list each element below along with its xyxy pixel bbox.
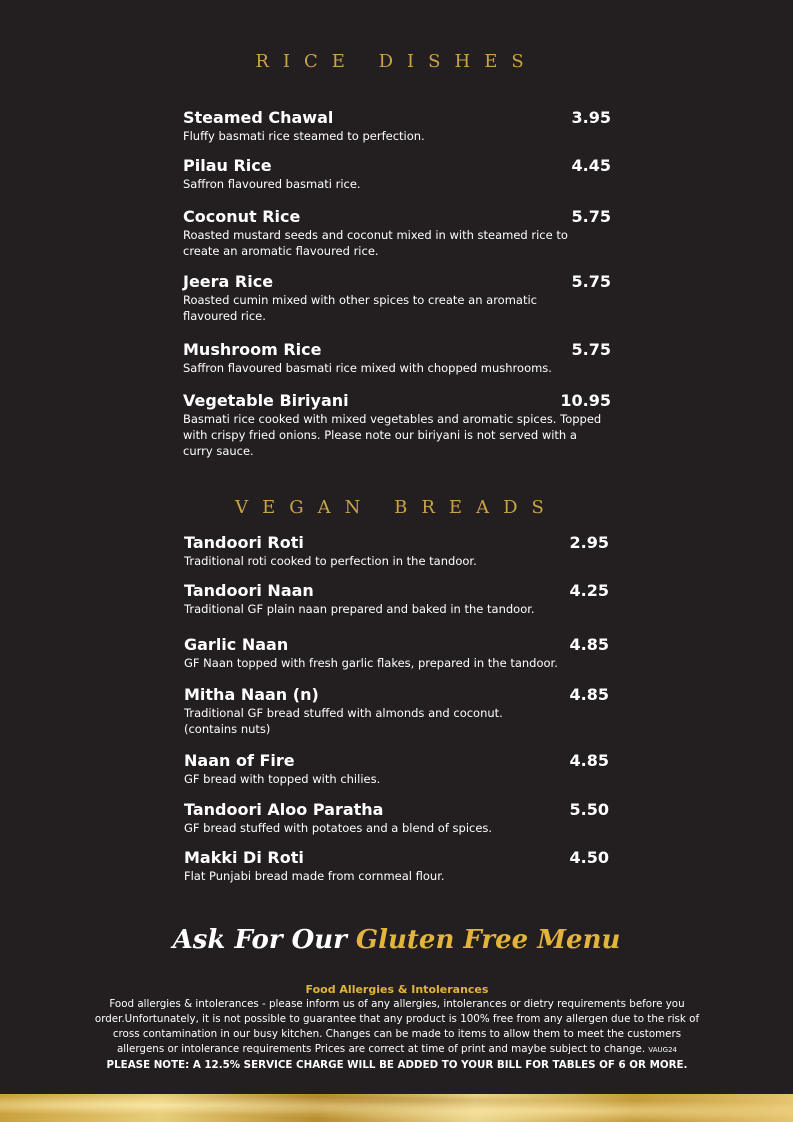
item-price: 5.75 — [571, 272, 611, 291]
item-description: GF bread stuffed with potatoes and a blend of spices. — [184, 821, 493, 835]
allergy-title: Food Allergies & Intolerances — [305, 983, 489, 996]
item-description: Fluffy basmati rice steamed to perfection. — [183, 129, 425, 143]
item-price: 10.95 — [560, 391, 611, 410]
item-name: Naan of Fire — [184, 751, 295, 770]
menu-item — [184, 581, 609, 617]
gluten-free-banner — [0, 925, 793, 955]
item-price: 4.85 — [569, 635, 609, 654]
gold-foil-border — [0, 1094, 793, 1122]
item-price: 4.50 — [569, 848, 609, 867]
item-name: Mitha Naan (n) — [184, 685, 319, 704]
item-name: Tandoori Aloo Paratha — [184, 800, 384, 819]
gluten-free-highlight: Gluten Free Menu — [355, 925, 621, 955]
menu-item — [183, 207, 611, 259]
item-name: Pilau Rice — [183, 156, 272, 175]
item-price: 5.50 — [569, 800, 609, 819]
item-description: Flat Punjabi bread made from cornmeal flour. — [184, 869, 445, 883]
item-description: Roasted cumin mixed with other spices to create an aromatic flavoured rice. — [183, 293, 537, 323]
menu-item — [183, 340, 611, 376]
print-code: VAUG24 — [648, 1046, 677, 1054]
item-name: Tandoori Naan — [184, 581, 314, 600]
menu-item — [184, 533, 609, 569]
menu-item — [184, 848, 609, 884]
menu-item — [183, 272, 611, 324]
item-price: 3.95 — [571, 108, 611, 127]
item-name: Vegetable Biriyani — [183, 391, 349, 410]
item-description: Traditional roti cooked to perfection in the tandoor. — [184, 554, 477, 568]
item-name: Makki Di Roti — [184, 848, 304, 867]
allergy-text: Food allergies & intolerances - please inform us of any allergies, intolerances or dietry requirements before you order.Unfortunately, it is not possible to guarantee that any product is 100% free from any allergen due to the risk of cross contamination in our busy kitchen. Changes can be made to items to allow them to meet the customers allergens or intolerance requirements Prices are correct at time of print and maybe subject to change. — [94, 998, 700, 1055]
menu-item — [183, 156, 611, 192]
item-name: Steamed Chawal — [183, 108, 334, 127]
vegan-breads-heading: VEGAN BREADS — [235, 497, 558, 518]
menu-item — [184, 685, 609, 737]
menu-item — [184, 751, 609, 787]
menu-item — [184, 635, 609, 671]
item-price: 5.75 — [571, 207, 611, 226]
item-name: Mushroom Rice — [183, 340, 322, 359]
item-description: GF Naan topped with fresh garlic flakes, prepared in the tandoor. — [184, 656, 558, 670]
item-description: Saffron flavoured basmati rice mixed with chopped mushrooms. — [183, 361, 552, 375]
item-price: 4.85 — [569, 751, 609, 770]
rice-dishes-heading: RICE DISHES — [255, 51, 538, 72]
service-charge-notice: PLEASE NOTE: A 12.5% SERVICE CHARGE WILL BE ADDED TO YOUR BILL FOR TABLES OF 6 OR MORE. — [106, 1059, 688, 1071]
item-price: 5.75 — [571, 340, 611, 359]
item-description: Saffron flavoured basmati rice. — [183, 177, 361, 191]
menu-item — [184, 800, 609, 836]
allergy-body — [92, 997, 702, 1058]
item-description: Roasted mustard seeds and coconut mixed in with steamed rice to create an aromatic flavoured rice. — [183, 228, 568, 258]
menu-item — [183, 108, 611, 144]
item-note: (contains nuts) — [184, 722, 271, 736]
menu-item — [183, 391, 611, 459]
item-description: Traditional GF bread stuffed with almonds and coconut. — [184, 706, 503, 720]
item-price: 4.45 — [571, 156, 611, 175]
item-name: Tandoori Roti — [184, 533, 304, 552]
item-name: Jeera Rice — [183, 272, 274, 291]
item-price: 4.25 — [569, 581, 609, 600]
item-name: Coconut Rice — [183, 207, 301, 226]
item-description: Basmati rice cooked with mixed vegetables and aromatic spices. Topped with crispy fried onions. Please note our biriyani is not served with a curry sauce. — [183, 412, 602, 458]
item-price: 2.95 — [569, 533, 609, 552]
gluten-free-prefix: Ask For Our — [172, 925, 347, 955]
allergy-notice — [92, 982, 702, 1073]
item-description: Traditional GF plain naan prepared and baked in the tandoor. — [184, 602, 535, 616]
item-description: GF bread with topped with chilies. — [184, 772, 381, 786]
item-price: 4.85 — [569, 685, 609, 704]
item-name: Garlic Naan — [184, 635, 289, 654]
